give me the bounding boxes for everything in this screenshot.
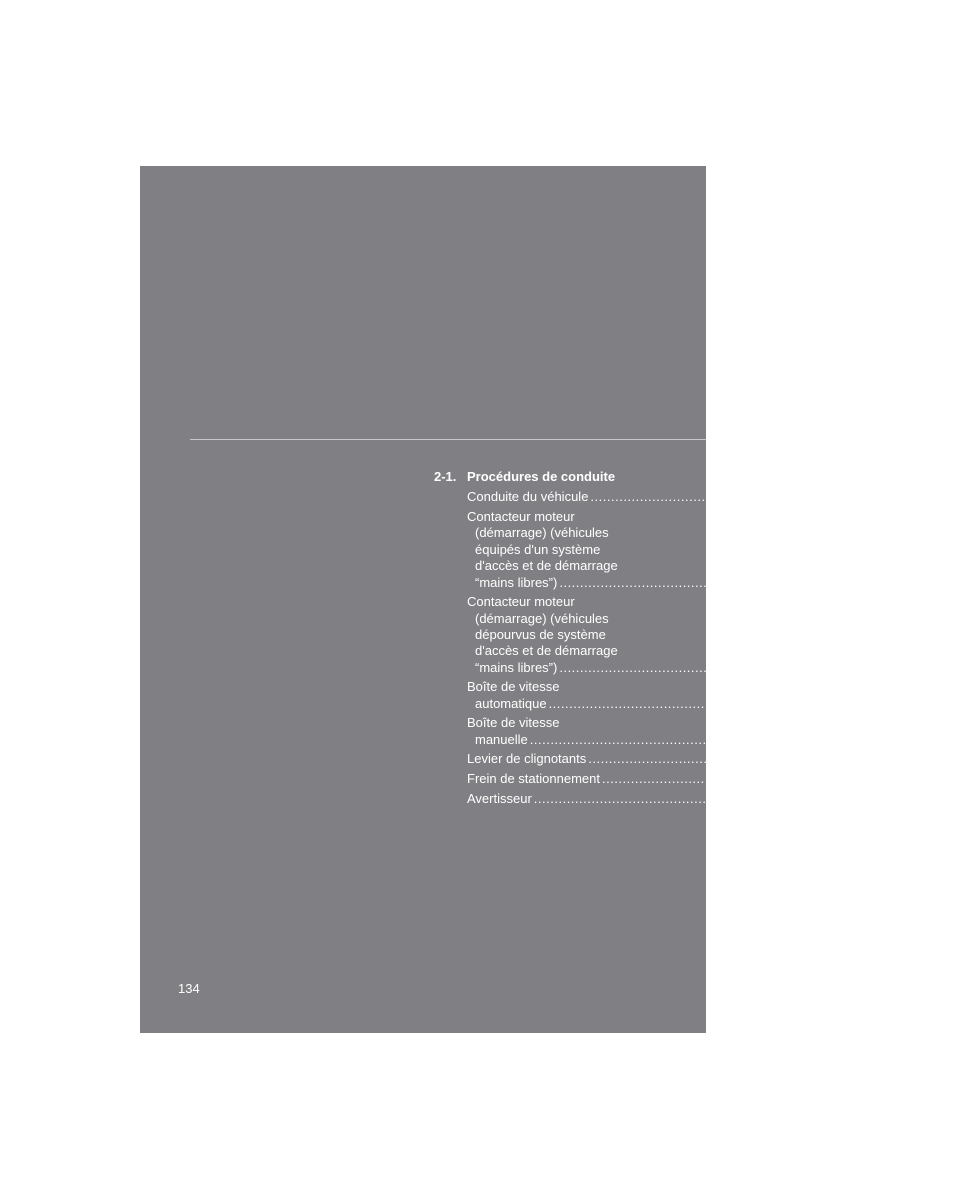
toc-entry-line: dépourvus de système [475, 627, 606, 643]
toc-entry[interactable] [467, 679, 902, 712]
toc-entry-page: 153 [890, 659, 912, 675]
toc-entry-line: (démarrage) (véhicules [475, 525, 609, 541]
toc-entry[interactable] [467, 594, 912, 676]
toc-entry-title-line [467, 731, 883, 748]
divider-rule [190, 439, 706, 440]
dot-leader: ................................................................................ [548, 695, 878, 711]
toc-entry-title: Conduite du véhicule [467, 489, 589, 505]
toc-entry-page: 166 [871, 790, 893, 806]
toc-entry-page: 165 [939, 771, 961, 787]
toc-entry-line: Boîte de vitesse [467, 679, 560, 695]
dot-leader: ................................................................................ [559, 574, 889, 590]
toc-entry[interactable] [467, 751, 948, 767]
toc-entry-page: 149 [890, 574, 912, 590]
toc-entry[interactable] [467, 509, 912, 591]
toc-entry-line: Contacteur moteur [467, 594, 575, 610]
section-heading [434, 469, 664, 485]
toc-entry-title: Avertisseur [467, 790, 532, 806]
toc-entry[interactable] [467, 489, 950, 505]
dot-leader: ................................................................................ [533, 790, 863, 806]
toc-entry-title-line [467, 790, 893, 807]
toc-entry-page: 164 [925, 751, 948, 767]
dot-leader: ................................................................................ [601, 771, 931, 787]
section-title: Procédures de conduite [467, 469, 616, 484]
toc-entry-title: Frein de stationnement [467, 771, 600, 787]
toc-entry-title: “mains libres”) [475, 659, 558, 675]
toc-entry-title: manuelle [475, 731, 528, 747]
toc-entry[interactable] [467, 790, 893, 807]
toc-entry-title-line [467, 659, 912, 676]
toc-entry-title-line [467, 489, 950, 505]
toc-entry-line: Contacteur moteur [467, 509, 575, 524]
toc-entry-title-line [467, 695, 902, 712]
toc-entry-line: équipés d'un système [475, 541, 601, 557]
toc-entry-title-line [467, 771, 961, 787]
toc-entry-line: Boîte de vitesse [467, 715, 560, 731]
toc-entry[interactable] [467, 715, 883, 748]
toc-entry-title-line [467, 574, 912, 591]
dot-leader: ................................................................................ [588, 751, 918, 767]
dot-leader: ................................................................................ [590, 489, 920, 505]
toc-entry-title: “mains libres”) [475, 574, 558, 590]
page-number: 134 [178, 981, 200, 996]
table-of-contents [434, 469, 961, 810]
dot-leader: ................................................................................ [559, 659, 889, 675]
toc-entry[interactable] [467, 771, 961, 787]
toc-entry-title-line [467, 751, 948, 767]
toc-entries [467, 489, 961, 807]
dot-leader: ................................................................................ [529, 731, 859, 747]
toc-entry-title: automatique [475, 695, 547, 711]
toc-entry-page: 163 [860, 731, 883, 747]
chapter-panel [140, 166, 961, 1033]
toc-entry-title: Levier de clignotants [467, 751, 587, 767]
section-number: 2-1. [434, 469, 457, 484]
toc-entry-page: 157 [879, 695, 902, 711]
toc-entry-line: d'accès et de démarrage [475, 643, 618, 659]
toc-entry-page: 136 [927, 489, 950, 505]
toc-entry-line: (démarrage) (véhicules [475, 610, 609, 626]
toc-entry-line: d'accès et de démarrage [475, 558, 618, 574]
